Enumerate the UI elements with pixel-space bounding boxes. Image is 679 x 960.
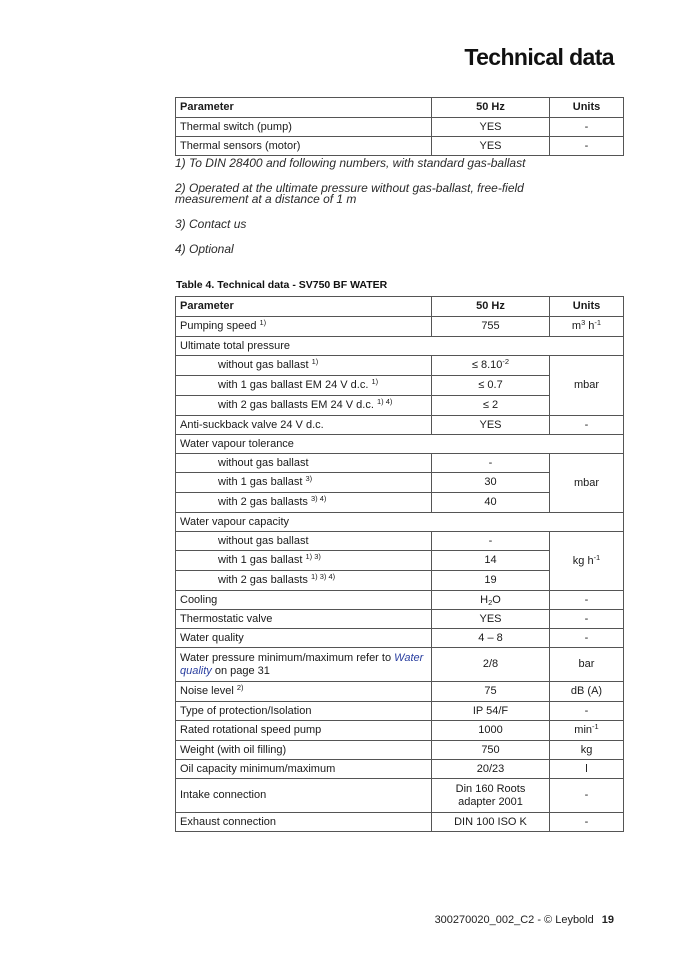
row-value: 40 (432, 493, 550, 513)
row-label: Pumping speed $^{1)}$ (176, 317, 432, 337)
row-label: Water pressure minimum/maximum refer to Water quality on page 31 (176, 648, 432, 682)
row-value: - (432, 454, 550, 473)
row-label: Cooling (176, 591, 432, 610)
row-label: without gas ballast $^{1)}$ (176, 356, 432, 376)
row-label: Thermal switch (pump) (176, 118, 432, 137)
table-row-cooling (176, 591, 624, 610)
table-row (176, 137, 624, 156)
footnote-3: 3) Contact us (175, 217, 247, 231)
row-value: 755 (432, 317, 550, 337)
column-header-units: Units (550, 98, 624, 118)
row-label: with 1 gas ballast EM 24 V d.c. $^{1)}$ (176, 376, 432, 396)
row-units: mbar (550, 356, 624, 416)
row-label: Noise level $^{2)}$ (176, 682, 432, 702)
row-label: with 2 gas ballasts $^{1) 3) 4)}$ (176, 571, 432, 591)
row-label: with 1 gas ballast $^{1) 3)}$ (176, 551, 432, 571)
row-value: DIN 100 ISO K (432, 813, 550, 832)
table-row (176, 532, 624, 551)
table-row (176, 356, 624, 376)
row-label: with 2 gas ballasts EM 24 V d.c. $^{1) 4)}$ (176, 396, 432, 416)
table-row-thermostatic-valve (176, 610, 624, 629)
table-header-row (176, 98, 624, 118)
table-row-oil-capacity (176, 760, 624, 779)
column-header-50hz: 50 Hz (432, 98, 550, 118)
row-value: $H_2O$ (432, 591, 550, 610)
row-label: without gas ballast (176, 454, 432, 473)
footnote-1: 1) To DIN 28400 and following numbers, with standard gas-ballast (175, 156, 526, 170)
table-row-water-pressure (176, 648, 624, 682)
row-label: Oil capacity minimum/maximum (176, 760, 432, 779)
table-row-water-quality (176, 629, 624, 648)
row-label: Type of protection/Isolation (176, 702, 432, 721)
row-units: $m^3$ $h^{-1}$ (550, 317, 624, 337)
row-label: Weight (with oil filling) (176, 741, 432, 760)
row-value: 750 (432, 741, 550, 760)
row-value: 1000 (432, 721, 550, 741)
row-value: YES (432, 416, 550, 435)
footnote-2: 2) Operated at the ultimate pressure without gas-ballast, free-field measurement at a distance of 1 m (175, 181, 524, 206)
row-units: - (550, 629, 624, 648)
row-label: Thermostatic valve (176, 610, 432, 629)
column-header-parameter: Parameter (176, 297, 432, 317)
row-label: without gas ballast (176, 532, 432, 551)
row-label: Intake connection (176, 779, 432, 813)
row-units: - (550, 779, 624, 813)
table-row-intake (176, 779, 624, 813)
section-label: Water vapour tolerance (176, 435, 624, 454)
row-value: ≤ 2 (432, 396, 550, 416)
column-header-parameter: Parameter (176, 98, 432, 118)
table-row (176, 118, 624, 137)
row-value: YES (432, 137, 550, 156)
row-units: kg (550, 741, 624, 760)
page-number: 19 (601, 914, 614, 926)
technical-data-table (175, 296, 624, 832)
row-value: 19 (432, 571, 550, 591)
row-units: - (550, 137, 624, 156)
table-caption: Table 4. Technical data - SV750 BF WATER (176, 279, 388, 291)
row-units: mbar (550, 454, 624, 513)
thermal-table (175, 97, 624, 156)
row-value: Din 160 Roots adapter 2001 (432, 779, 550, 813)
row-label: Exhaust connection (176, 813, 432, 832)
row-label: Anti-suckback valve 24 V d.c. (176, 416, 432, 435)
table-row-pumping-speed (176, 317, 624, 337)
row-value: - (432, 532, 550, 551)
table-header-row (176, 297, 624, 317)
row-label: Thermal sensors (motor) (176, 137, 432, 156)
row-label: Water quality (176, 629, 432, 648)
table-section-vapour-tolerance (176, 435, 624, 454)
table-row-rotational-speed (176, 721, 624, 741)
section-label: Ultimate total pressure (176, 337, 624, 356)
row-value: 4 – 8 (432, 629, 550, 648)
table-row (176, 454, 624, 473)
row-units: - (550, 416, 624, 435)
water-quality-link[interactable]: Water quality (180, 651, 424, 677)
page-footer (435, 914, 614, 926)
row-label: with 2 gas ballasts $^{3) 4)}$ (176, 493, 432, 513)
row-units: - (550, 813, 624, 832)
row-units: dB (A) (550, 682, 624, 702)
row-units: $\min^{-1}$ (550, 721, 624, 741)
footnote-4: 4) Optional (175, 242, 234, 256)
row-value: 2/8 (432, 648, 550, 682)
row-units: - (550, 591, 624, 610)
row-units: - (550, 118, 624, 137)
column-header-50hz: 50 Hz (432, 297, 550, 317)
row-label: with 1 gas ballast $^{3)}$ (176, 473, 432, 493)
row-units: l (550, 760, 624, 779)
row-units: kg $h^{-1}$ (550, 532, 624, 591)
row-units: - (550, 610, 624, 629)
table-section-ultimate-pressure (176, 337, 624, 356)
row-label: Rated rotational speed pump (176, 721, 432, 741)
row-value: IP 54/F (432, 702, 550, 721)
table-row-exhaust (176, 813, 624, 832)
table-section-vapour-capacity (176, 513, 624, 532)
table-row-anti-suckback (176, 416, 624, 435)
row-value: YES (432, 118, 550, 137)
row-value: ≤ $8.10^{-2}$ (432, 356, 550, 376)
document-reference: 300270020_002_C2 - © Leybold (434, 914, 594, 926)
row-units: - (550, 702, 624, 721)
row-value: 30 (432, 473, 550, 493)
column-header-units: Units (550, 297, 624, 317)
table-row-weight (176, 741, 624, 760)
row-value: 14 (432, 551, 550, 571)
row-value: 75 (432, 682, 550, 702)
row-value: ≤ 0.7 (432, 376, 550, 396)
row-value: YES (432, 610, 550, 629)
row-value: 20/23 (432, 760, 550, 779)
section-label: Water vapour capacity (176, 513, 624, 532)
page-title: Technical data (464, 44, 614, 70)
table-row-noise-level (176, 682, 624, 702)
row-units: bar (550, 648, 624, 682)
table-row-protection (176, 702, 624, 721)
